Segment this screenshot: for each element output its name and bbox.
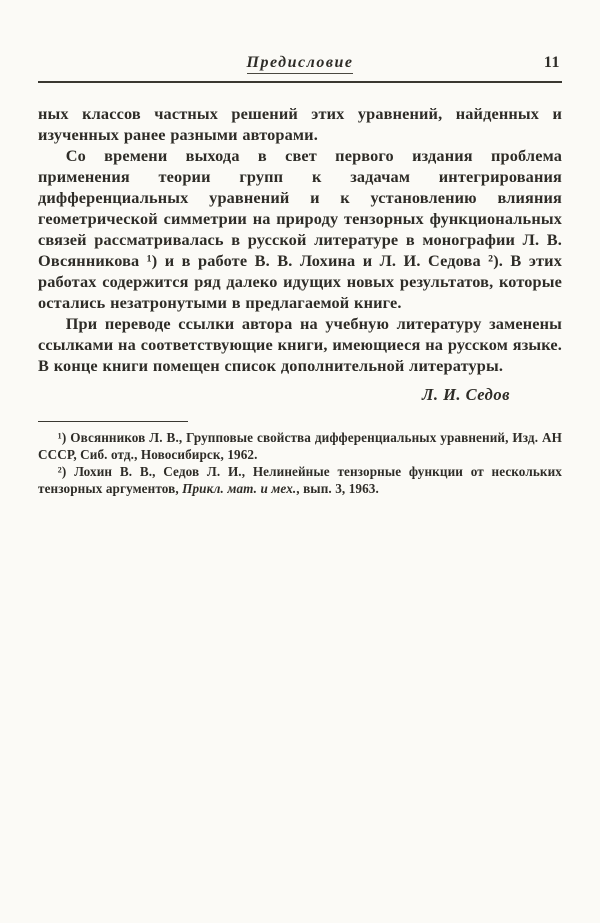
footnote-1 [38,429,562,463]
footnote-2-journal-title: Прикл. мат. и мех. [182,481,297,496]
footnote-2-text-end: , вып. 3, 1963. [296,481,379,496]
footnote-separator [38,421,188,422]
footnotes [38,429,562,497]
footnote-2-text: ²) Лохин В. В., Седов Л. И., Нелинейные тензорные функции от нескольких тензорных аргументов, [38,464,562,496]
paragraph-continuation: ных классов частных решений этих уравнений, найденных и изученных ранее разными авторами. [38,104,562,144]
paragraph: При переводе ссылки автора на учебную литературу заменены ссылками на соответствующие книги, имеющиеся на русском языке. В конце книги помещен список дополнительной литературы. [38,314,562,375]
running-head [38,54,562,83]
paragraph: Со времени выхода в свет первого издания проблема применения теории групп к задачам интегрирования дифференциальных уравнений и к установлению влияния геометрической симметрии на природу тензорных функциональных связей рассматривалась в русской литературе в монографии Л. В. Овсянникова ¹) и в работе В. В. Лохина и Л. И. Седова ²). В этих работах содержится ряд далеко идущих новых результатов, которые остались незатронутыми в предлагаемой книге. [38,146,562,312]
page-number: 11 [543,54,560,71]
footnote-1-text: ¹) Овсянников Л. В., Групповые свойства дифференциальных уравнений, Изд. АН СССР, Сиб. отд., Новосибирск, 1962. [38,430,562,462]
body-text [38,103,562,405]
running-title: Предисловие [247,54,354,74]
author-signature: Л. И. Седов [422,385,510,404]
footnote-2 [38,463,562,497]
